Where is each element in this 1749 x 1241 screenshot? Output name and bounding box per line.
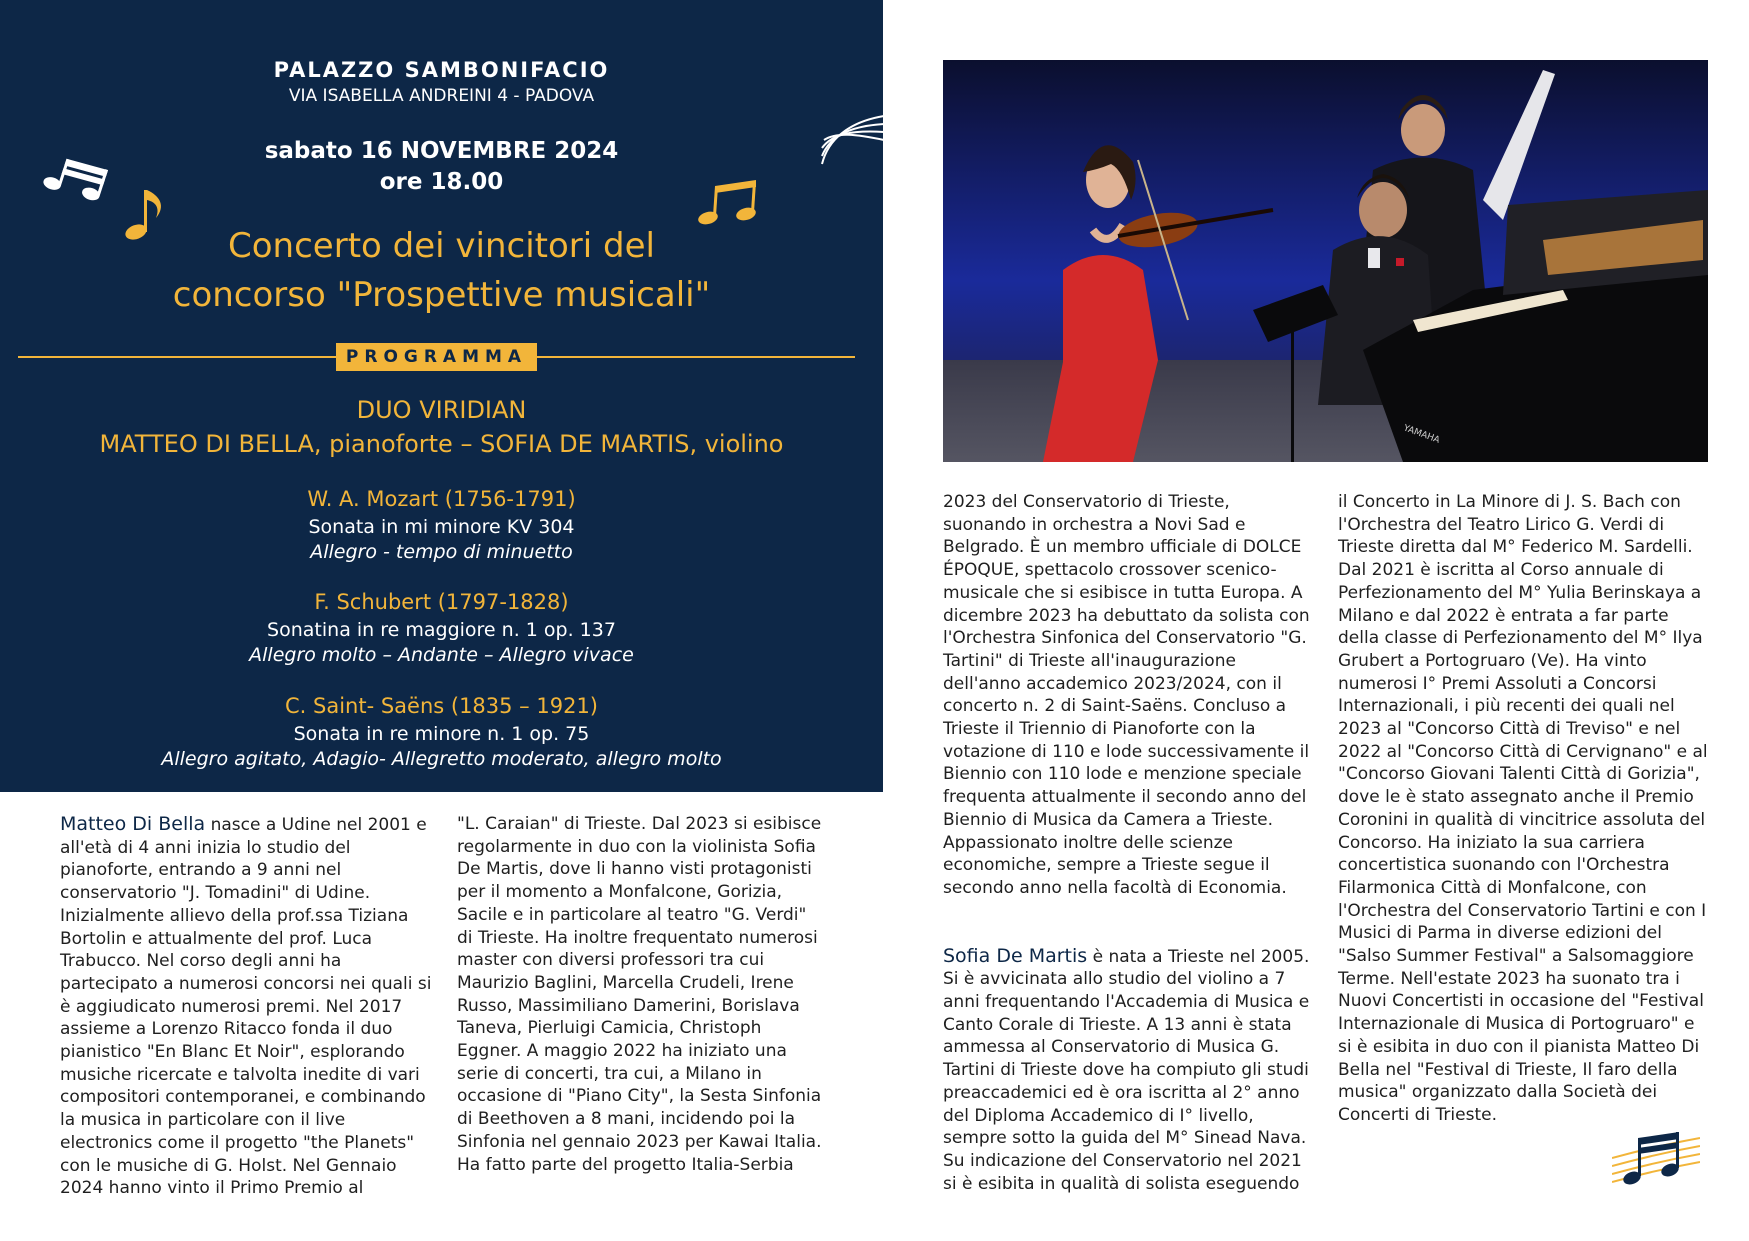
work-2: Sonatina in re maggiore n. 1 op. 137 xyxy=(267,619,616,641)
venue-name: PALAZZO SAMBONIFACIO xyxy=(273,58,610,82)
bio-name-sofia: Sofia De Martis xyxy=(943,944,1088,967)
bio-name-matteo: Matteo Di Bella xyxy=(60,813,206,835)
sixteenth-notes-icon xyxy=(40,158,120,206)
movements-2: Allegro molto – Andante – Allegro vivace xyxy=(249,644,634,666)
work-1: Sonata in mi minore KV 304 xyxy=(308,516,575,538)
bio-matteo-text-2: "L. Caraian" di Trieste. Dal 2023 si esibisce regolarmente in duo con la violinista Sofia De Martis, dove li hanno visti protagonisti per il momento a Monfalcone, Gorizia, Sacile e in particolare al teatro "G. Verdi" di Trieste. Ha inoltre frequentato numerosi master con diversi professori tra cui Maurizio Baglini, Marcella Crudeli, Irene Russo, Massimiliano Damerini, Borislava Taneva, Pierluigi Camicia, Christoph Eggner. A maggio 2022 ha iniziato una serie di concerti, tra cui, a Milano in occasione di "Piano City", la Sesta Sinfonia di Beethoven a 8 mani, incidendo poi la Sinfonia nel gennaio 2023 per Kawai Italia. Ha fatto parte del progetto Italia-Serbia xyxy=(457,814,822,1175)
concert-title-line1: Concerto dei vincitori del xyxy=(228,226,655,266)
concert-title-line2: concorso "Prospettive musicali" xyxy=(172,275,711,315)
header-panel xyxy=(0,0,883,792)
bio-column-3 xyxy=(943,491,1318,1195)
divider-left xyxy=(18,356,336,358)
piano-brand: YAMAHA xyxy=(1401,423,1441,446)
staff-lines-icon xyxy=(818,112,886,172)
bio-column-4 xyxy=(1338,491,1713,1127)
bio-sofia-text-1: è nata a Trieste nel 2005. Si è avvicinata allo studio del violino a 7 anni frequentando l'Accademia di Musica e Canto Corale di Trieste. A 13 anni è stata ammessa al Conservatorio di Musica G. Tartini di Trieste dove ha compiuto gli studi preaccademici ed è ora iscritta al 2° anno del Diploma Accademico di I° livello, sempre sotto la guida del M° Sinead Nava. Su indicazione del Conservatorio nel 2021 si è esibita in qualità di solista eseguendo xyxy=(943,946,1310,1194)
concert-photo xyxy=(943,60,1708,462)
ensemble-name: DUO VIRIDIAN xyxy=(356,396,527,424)
bio-matteo-text-3: 2023 del Conservatorio di Trieste, suonando in orchestra a Novi Sad e Belgrado. È un membro ufficiale di DOLCE ÉPOQUE, spettacolo crossover scenico-musicale che si esibisce in tutta Europa. A dicembre 2023 ha debuttato da solista con l'Orchestra Sinfonica del Conservatorio "G. Tartini" di Trieste all'inaugurazione dell'anno accademico 2023/2024, con il concerto n. 2 di Saint-Saëns. Concluso a Trieste il Triennio di Pianoforte con la votazione di 110 e lode successivamente il Biennio con 110 lode e menzione speciale frequenta attualmente il secondo anno del Biennio di Musica da Camera a Trieste. Appassionato inoltre delle scienze economiche, sempre a Trieste segue il secondo anno nella facoltà di Economia. xyxy=(943,492,1310,898)
venue-address: VIA ISABELLA ANDREINI 4 - PADOVA xyxy=(288,86,595,106)
composer-1: W. A. Mozart (1756-1791) xyxy=(307,487,576,511)
eighth-notes-icon xyxy=(696,178,768,228)
bio-column-2 xyxy=(457,813,827,1176)
music-note-icon xyxy=(122,186,170,242)
composer-2: F. Schubert (1797-1828) xyxy=(314,590,569,614)
movements-3: Allegro agitato, Adagio- Allegretto moderato, allegro molto xyxy=(161,748,722,770)
event-time: ore 18.00 xyxy=(379,169,504,195)
performers: MATTEO DI BELLA, pianoforte – SOFIA DE MARTIS, violino xyxy=(99,430,784,458)
movements-1: Allegro - tempo di minuetto xyxy=(310,541,573,563)
eighth-notes-icon xyxy=(1612,1128,1700,1190)
composer-3: C. Saint- Saëns (1835 – 1921) xyxy=(284,694,598,718)
bio-column-1 xyxy=(60,813,432,1200)
programma-badge: PROGRAMMA xyxy=(336,343,537,371)
bio-sofia-text-2: il Concerto in La Minore di J. S. Bach con l'Orchestra del Teatro Lirico G. Verdi di Trieste diretta dal M° Federico M. Sardelli. Dal 2021 è iscritta al Corso annuale di Perfezionamento del M° Yulia Berinskaya a Milano e dal 2022 è entrata a far parte della classe di Perfezionamento del M° Ilya Grubert a Portogruaro (Ve). Ha vinto numerosi I° Premi Assoluti a Concorsi Internazionali, i più recenti dei quali nel 2023 al "Concorso Città di Treviso" e nel 2022 al "Concorso Città di Cervignano" e al "Concorso Giovani Talenti Città di Gorizia", dove le è stato assegnato anche il Premio Coronini in qualità di vincitrice assoluta del Concorso. Ha iniziato la sua carriera concertistica suonando con l'Orchestra Filarmonica Città di Monfalcone, con l'Orchestra del Conservatorio Tartini e con I Musici di Parma in diverse edizioni del "Salso Summer Festival" a Salsomaggiore Terme. Nell'estate 2023 ha suonato tra i Nuovi Concertisti in occasione del "Festival Internazionale di Musica di Portogruaro" e si è esibita in duo con il pianista Matteo Di Bella nel "Festival di Trieste, Il faro della musica" organizzato dalla Società dei Concerti di Trieste. xyxy=(1338,492,1708,1125)
work-3: Sonata in re minore n. 1 op. 75 xyxy=(293,723,590,745)
bio-matteo-text-1: nasce a Udine nel 2001 e all'età di 4 anni inizia lo studio del pianoforte, entrando a 9 anni nel conservatorio "J. Tomadini" di Udine. Inizialmente allievo della prof.ssa Tiziana Bortolin e attualmente del prof. Luca Trabucco. Nel corso degli anni ha partecipato a numerosi concorsi nei quali si è aggiudicato numerosi premi. Nel 2017 assieme a Lorenzo Ritacco fonda il duo pianistico "En Blanc Et Noir", esplorando musiche ricercate e talvolta inedite di vari compositori contemporanei, e combinando la musica in particolare con il live electronics come il progetto "the Planets" con le musiche di G. Holst. Nel Gennaio 2024 hanno vinto il Primo Premio al xyxy=(60,815,432,1199)
event-date: sabato 16 NOVEMBRE 2024 xyxy=(264,138,619,164)
divider-right xyxy=(537,356,855,358)
